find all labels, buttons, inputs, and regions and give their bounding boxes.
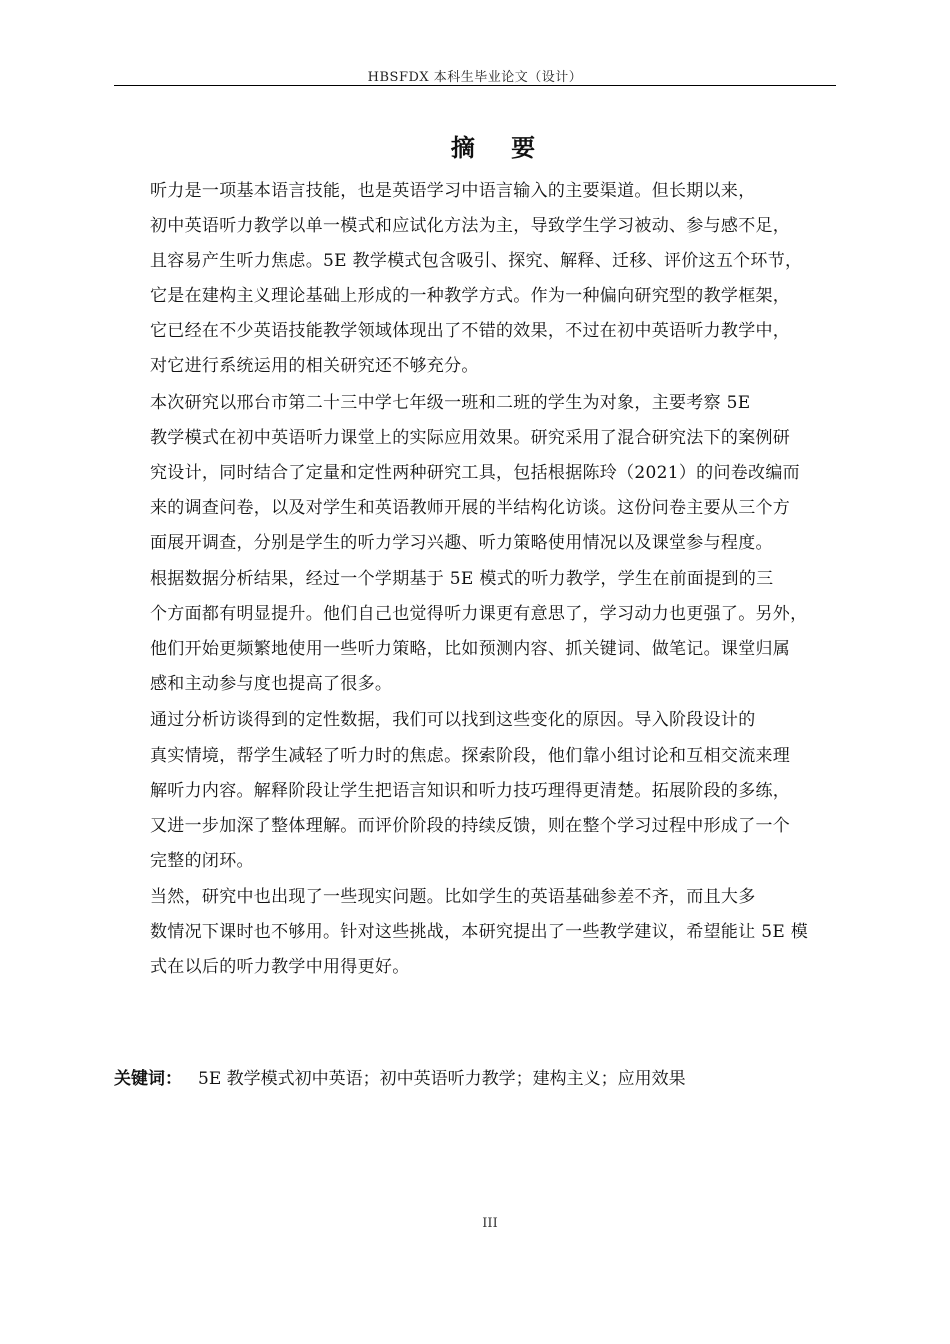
header-rule	[114, 85, 836, 86]
abstract-paragraph-5	[114, 880, 838, 985]
paragraph-line: 通过分析访谈得到的定性数据，我们可以找到这些变化的原因。导入阶段设计的	[150, 710, 756, 731]
paragraph-line: 面展开调查，分别是学生的听力学习兴趣、听力策略使用情况以及课堂参与程度。	[150, 532, 773, 553]
keywords-label: 关键词：	[114, 1069, 182, 1089]
abstract-paragraph-3	[114, 562, 838, 702]
paragraph-line: 解听力内容。解释阶段让学生把语言知识和听力技巧理得更清楚。拓展阶段的多练，	[150, 780, 791, 801]
keywords-text: 5E 教学模式初中英语；初中英语听力教学；建构主义；应用效果	[198, 1069, 686, 1089]
paragraph-line: 个方面都有明显提升。他们自己也觉得听力课更有意思了，学习动力也更强了。另外，	[150, 604, 808, 625]
paragraph-line: 且容易产生听力焦虑。5E 教学模式包含吸引、探究、解释、迁移、评价这五个环节，	[150, 251, 803, 272]
page-number: III	[482, 1216, 498, 1231]
paragraph-line: 数情况下课时也不够用。针对这些挑战，本研究提出了一些教学建议，希望能让 5E 模	[150, 921, 809, 942]
abstract-body	[114, 174, 838, 986]
paragraph-line: 根据数据分析结果，经过一个学期基于 5E 模式的听力教学，学生在前面提到的三	[150, 569, 774, 590]
abstract-title: 摘 要	[450, 134, 550, 162]
paragraph-line: 完整的闭环。	[150, 850, 254, 871]
paragraph-line: 来的调查问卷，以及对学生和英语教师开展的半结构化访谈。这份问卷主要从三个方	[150, 497, 791, 518]
paragraph-line: 听力是一项基本语言技能，也是英语学习中语言输入的主要渠道。但长期以来，	[150, 181, 756, 201]
paragraph-line: 教学模式在初中英语听力课堂上的实际应用效果。研究采用了混合研究法下的案例研	[150, 427, 791, 448]
abstract-paragraph-1	[114, 174, 838, 385]
paragraph-line: 初中英语听力教学以单一模式和应试化方法为主，导致学生学习被动、参与感不足，	[150, 216, 791, 237]
paragraph-line: 当然，研究中也出现了一些现实问题。比如学生的英语基础参差不齐，而且大多	[150, 886, 756, 907]
running-header: HBSFDX 本科生毕业论文（设计）	[367, 70, 583, 85]
paragraph-line: 究设计，同时结合了定量和定性两种研究工具，包括根据陈玲（2021）的问卷改编而	[150, 462, 800, 483]
paragraph-line: 对它进行系统运用的相关研究还不够充分。	[150, 356, 479, 377]
paragraph-line: 式在以后的听力教学中用得更好。	[150, 957, 410, 978]
paragraph-line: 本次研究以邢台市第二十三中学七年级一班和二班的学生为对象，主要考察 5E	[150, 392, 751, 413]
paragraph-line: 它是在建构主义理论基础上形成的一种教学方式。作为一种偏向研究型的教学框架，	[150, 286, 791, 307]
keywords	[114, 1064, 686, 1094]
paragraph-line: 他们开始更频繁地使用一些听力策略，比如预测内容、抓关键词、做笔记。课堂归属	[150, 639, 791, 660]
abstract-paragraph-4	[114, 703, 838, 878]
paragraph-line: 真实情境，帮学生减轻了听力时的焦虑。探索阶段，他们靠小组讨论和互相交流来理	[150, 745, 791, 766]
paragraph-line: 它已经在不少英语技能教学领域体现出了不错的效果，不过在初中英语听力教学中，	[150, 321, 791, 342]
paragraph-line: 又进一步加深了整体理解。而评价阶段的持续反馈，则在整个学习过程中形成了一个	[150, 815, 791, 836]
paragraph-line: 感和主动参与度也提高了很多。	[150, 674, 393, 695]
abstract-paragraph-2	[114, 386, 838, 561]
